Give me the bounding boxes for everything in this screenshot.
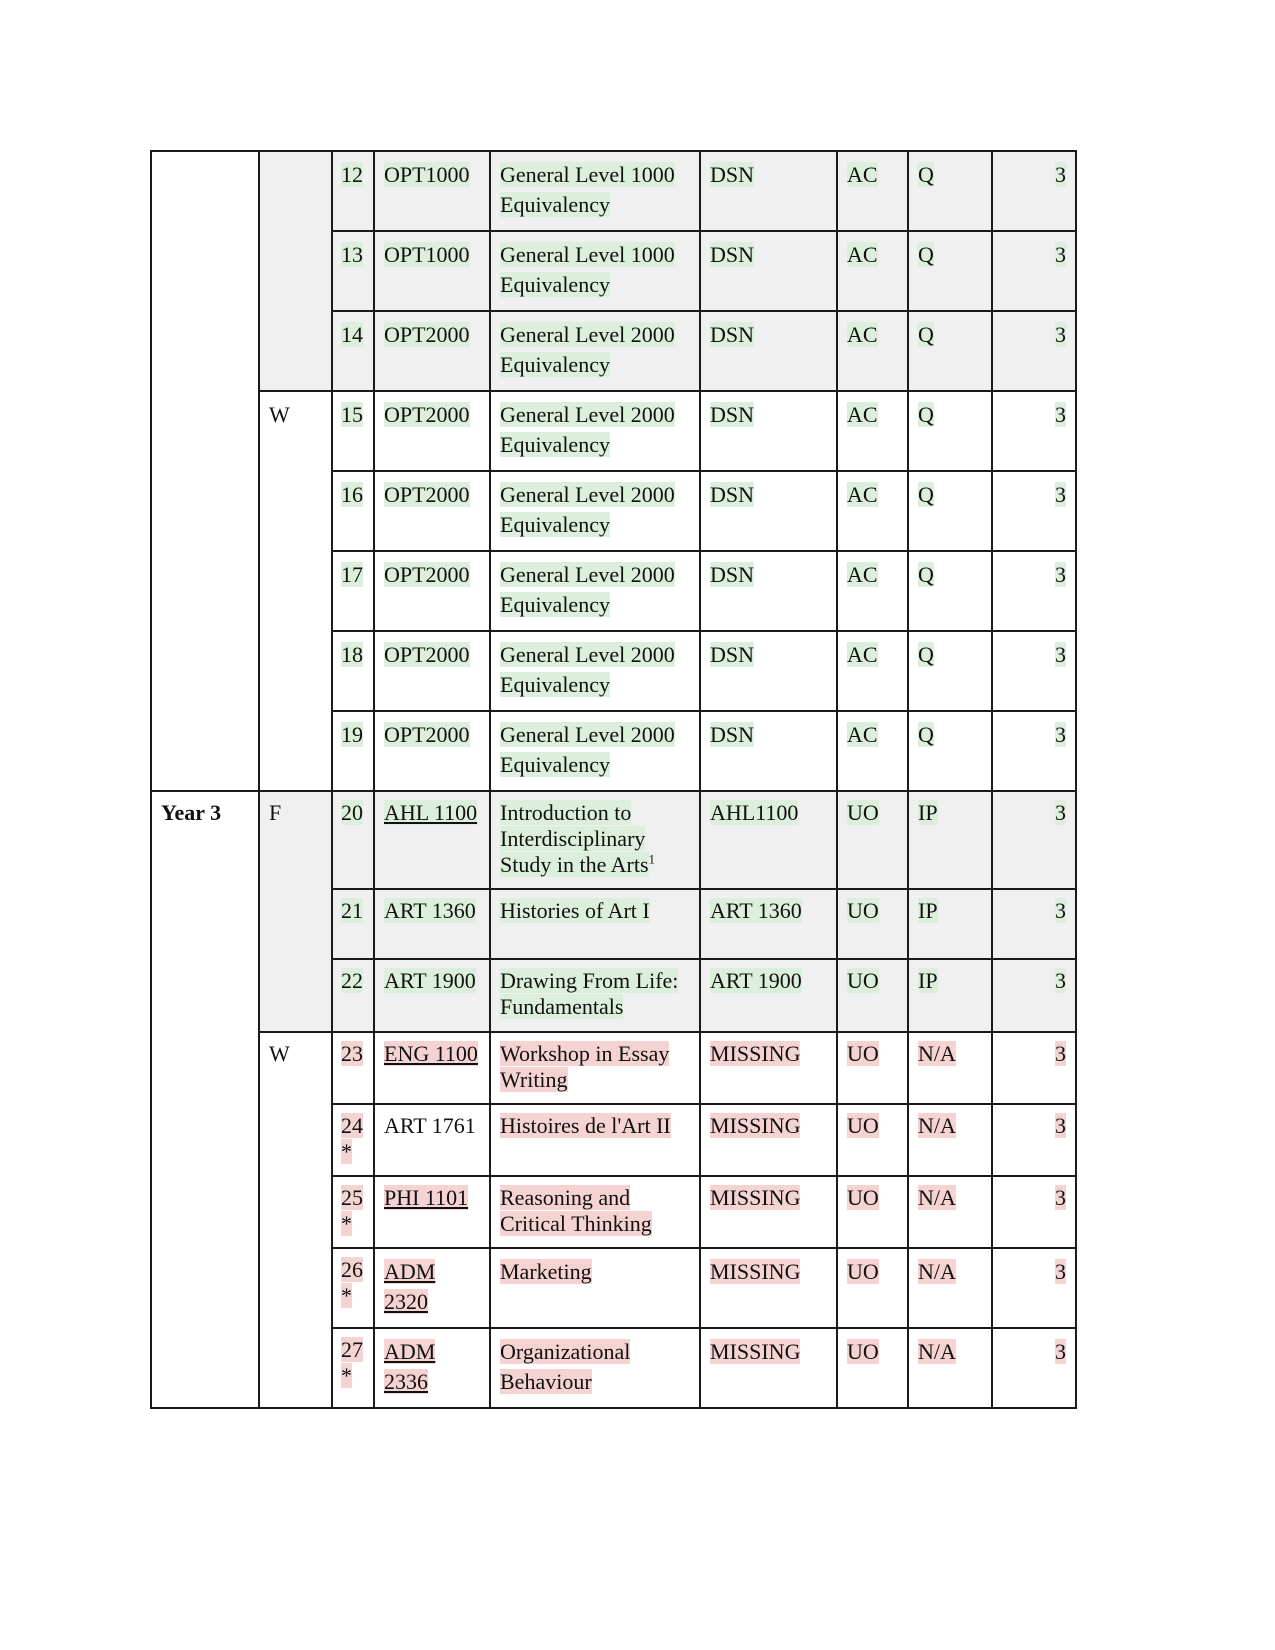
- course-code: ADM 2320: [374, 1248, 490, 1328]
- course-credits: 3: [992, 551, 1076, 631]
- course-title: Drawing From Life: Fundamentals: [490, 959, 700, 1032]
- equivalent-code: MISSING: [700, 1032, 837, 1104]
- row-number: 19: [332, 711, 374, 791]
- course-code: OPT2000: [374, 631, 490, 711]
- course-credits: 3: [992, 1104, 1076, 1176]
- row-number: 17: [332, 551, 374, 631]
- course-type: UO: [837, 889, 908, 959]
- course-type: AC: [837, 231, 908, 311]
- row-number: 18: [332, 631, 374, 711]
- row-number: 22: [332, 959, 374, 1032]
- course-code: PHI 1101: [374, 1176, 490, 1248]
- course-title: General Level 2000 Equivalency: [490, 471, 700, 551]
- equivalent-code: DSN: [700, 631, 837, 711]
- footnote-marker: 1: [648, 851, 656, 867]
- course-credits: 3: [992, 151, 1076, 231]
- course-credits: 3: [992, 1176, 1076, 1248]
- course-title: General Level 1000 Equivalency: [490, 231, 700, 311]
- equivalent-code: DSN: [700, 151, 837, 231]
- course-status: N/A: [908, 1248, 992, 1328]
- equivalent-code: MISSING: [700, 1104, 837, 1176]
- year-cell-empty: [151, 151, 259, 791]
- semester-cell: W: [259, 391, 332, 791]
- course-code: ART 1900: [374, 959, 490, 1032]
- course-code: OPT2000: [374, 551, 490, 631]
- course-title: General Level 2000 Equivalency: [490, 391, 700, 471]
- course-status: Q: [908, 311, 992, 391]
- course-title: Histories of Art I: [490, 889, 700, 959]
- course-code: OPT1000: [374, 151, 490, 231]
- row-number: 14: [332, 311, 374, 391]
- course-credits: 3: [992, 1248, 1076, 1328]
- row-number: 25 *: [332, 1176, 374, 1248]
- course-credits: 3: [992, 711, 1076, 791]
- row-number: 13: [332, 231, 374, 311]
- row-number: 23: [332, 1032, 374, 1104]
- equivalent-code: DSN: [700, 311, 837, 391]
- course-type: AC: [837, 391, 908, 471]
- course-status: Q: [908, 471, 992, 551]
- course-status: Q: [908, 551, 992, 631]
- course-code: ART 1360: [374, 889, 490, 959]
- equivalent-code: DSN: [700, 471, 837, 551]
- course-code: OPT1000: [374, 231, 490, 311]
- course-status: N/A: [908, 1328, 992, 1408]
- table-row: [151, 791, 1076, 889]
- course-type: AC: [837, 151, 908, 231]
- course-title: Introduction to Interdisciplinary Study in the Arts$^1$: [490, 791, 700, 889]
- course-type: UO: [837, 1248, 908, 1328]
- course-type: UO: [837, 791, 908, 889]
- course-type: UO: [837, 1176, 908, 1248]
- course-type: AC: [837, 311, 908, 391]
- course-code: AHL 1100: [374, 791, 490, 889]
- equivalent-code: MISSING: [700, 1328, 837, 1408]
- course-code: ART 1761: [374, 1104, 490, 1176]
- course-credits: 3: [992, 959, 1076, 1032]
- course-credits: 3: [992, 889, 1076, 959]
- course-credits: 3: [992, 471, 1076, 551]
- course-status: IP: [908, 959, 992, 1032]
- course-title: General Level 1000 Equivalency: [490, 151, 700, 231]
- course-title: General Level 2000 Equivalency: [490, 711, 700, 791]
- course-code: ENG 1100: [374, 1032, 490, 1104]
- course-credits: 3: [992, 391, 1076, 471]
- course-credits: 3: [992, 791, 1076, 889]
- course-type: AC: [837, 711, 908, 791]
- course-title: General Level 2000 Equivalency: [490, 311, 700, 391]
- course-code: OPT2000: [374, 471, 490, 551]
- row-number: 20: [332, 791, 374, 889]
- course-code: OPT2000: [374, 711, 490, 791]
- course-status: Q: [908, 711, 992, 791]
- equivalent-code: ART 1360: [700, 889, 837, 959]
- course-credits: 3: [992, 631, 1076, 711]
- equivalent-code: ART 1900: [700, 959, 837, 1032]
- course-status: IP: [908, 889, 992, 959]
- course-status: Q: [908, 631, 992, 711]
- table-row: [151, 391, 1076, 471]
- equivalent-code: AHL1100: [700, 791, 837, 889]
- equivalent-code: MISSING: [700, 1248, 837, 1328]
- course-title: Reasoning and Critical Thinking: [490, 1176, 700, 1248]
- row-number: 16: [332, 471, 374, 551]
- course-title: Workshop in Essay Writing: [490, 1032, 700, 1104]
- equivalent-code: DSN: [700, 231, 837, 311]
- course-status: Q: [908, 231, 992, 311]
- row-number: 27 *: [332, 1328, 374, 1408]
- table-row: [151, 151, 1076, 231]
- course-status: Q: [908, 151, 992, 231]
- row-number: 21: [332, 889, 374, 959]
- semester-cell-empty: [259, 151, 332, 391]
- course-status: Q: [908, 391, 992, 471]
- semester-cell: F: [259, 791, 332, 1032]
- year-label: Year 3: [151, 791, 259, 1408]
- course-table: [150, 150, 1077, 1409]
- course-credits: 3: [992, 231, 1076, 311]
- course-credits: 3: [992, 311, 1076, 391]
- table-row: [151, 1032, 1076, 1104]
- course-type: AC: [837, 471, 908, 551]
- row-number: 24 *: [332, 1104, 374, 1176]
- course-type: UO: [837, 1104, 908, 1176]
- course-title: General Level 2000 Equivalency: [490, 551, 700, 631]
- row-number: 15: [332, 391, 374, 471]
- equivalent-code: DSN: [700, 551, 837, 631]
- course-status: N/A: [908, 1176, 992, 1248]
- course-status: N/A: [908, 1104, 992, 1176]
- course-type: UO: [837, 1032, 908, 1104]
- course-code: OPT2000: [374, 391, 490, 471]
- course-type: AC: [837, 631, 908, 711]
- course-type: UO: [837, 1328, 908, 1408]
- row-number: 12: [332, 151, 374, 231]
- semester-cell: W: [259, 1032, 332, 1408]
- equivalent-code: DSN: [700, 711, 837, 791]
- course-title: Organizational Behaviour: [490, 1328, 700, 1408]
- course-status: N/A: [908, 1032, 992, 1104]
- course-code: OPT2000: [374, 311, 490, 391]
- equivalent-code: DSN: [700, 391, 837, 471]
- course-credits: 3: [992, 1328, 1076, 1408]
- course-title: General Level 2000 Equivalency: [490, 631, 700, 711]
- course-title: Marketing: [490, 1248, 700, 1328]
- course-type: AC: [837, 551, 908, 631]
- equivalent-code: MISSING: [700, 1176, 837, 1248]
- course-title: Histoires de l'Art II: [490, 1104, 700, 1176]
- course-credits: 3: [992, 1032, 1076, 1104]
- course-code: ADM 2336: [374, 1328, 490, 1408]
- course-type: UO: [837, 959, 908, 1032]
- row-number: 26 *: [332, 1248, 374, 1328]
- course-status: IP: [908, 791, 992, 889]
